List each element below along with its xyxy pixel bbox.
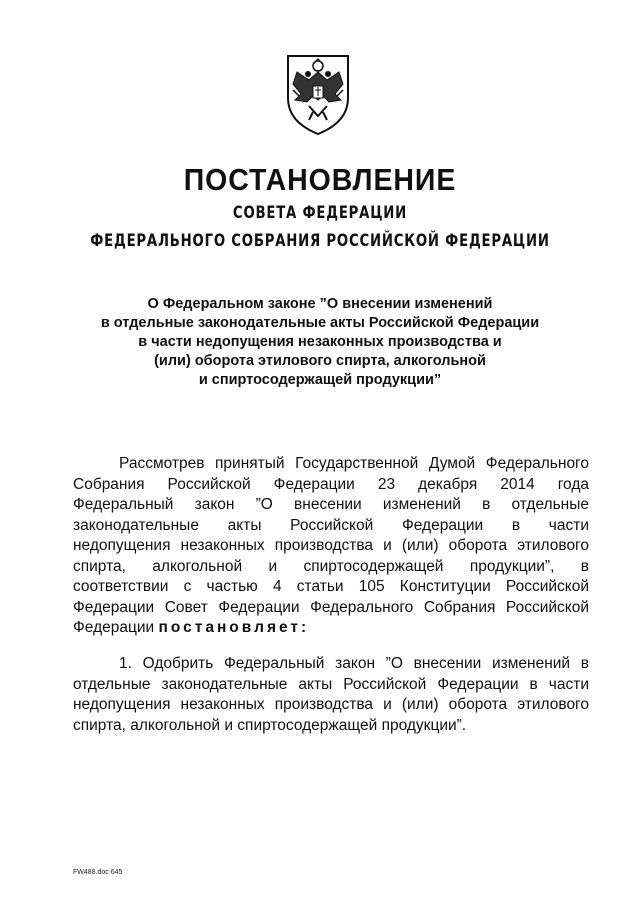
paragraph-line: недопущения незаконных производства и (или) оборота этилового: [73, 696, 589, 713]
paragraph-line: недопущения незаконных производства и (или) оборота этилового: [73, 537, 589, 554]
paragraph-line: спирта, алкогольной и спиртосодержащей продукции”, в: [73, 557, 589, 575]
subject-line: в части недопущения незаконных производства и: [138, 334, 502, 350]
paragraph-line: отдельные законодательные акты Российской Федерации в части: [73, 675, 589, 693]
paragraph-line: законодательные акты Российской Федерации в части: [73, 516, 589, 534]
paragraph-line: Рассмотрев принятый Государственной Думой Федерального: [119, 455, 589, 472]
issuing-body-line1: СОВЕТА ФЕДЕРАЦИИ: [232, 203, 408, 223]
issuing-body-line2: ФЕДЕРАЛЬНОГО СОБРАНИЯ РОССИЙСКОЙ ФЕДЕРАЦИИ: [90, 231, 550, 251]
preamble-paragraph: [73, 454, 589, 639]
document-subject: [60, 295, 580, 390]
paragraph-line: спирта, алкогольной и спиртосодержащей продукции”.: [73, 716, 467, 734]
paragraph-line: Федерации Совет Федерации Федерального Собрания Российской: [73, 598, 589, 616]
coat-of-arms-emblem-icon: [283, 50, 353, 136]
resolution-item-1: [73, 654, 589, 736]
paragraph-line: соответствии с частью 4 статьи 105 Конституции Российской: [73, 578, 589, 595]
paragraph-line: Федеральный закон ”О внесении изменений в отдельные: [73, 496, 589, 513]
subject-line: в отдельные законодательные акты Российской Федерации: [100, 315, 540, 331]
paragraph-line: 1. Одобрить Федеральный закон ”О внесении изменений в: [119, 655, 589, 672]
resolution-keyword: постановляет:: [158, 619, 310, 636]
paragraph-line: [73, 618, 589, 639]
subject-line: О Федеральном законе ”О внесении изменений: [147, 296, 493, 312]
paragraph-text: Федерации: [73, 619, 155, 636]
document-title: ПОСТАНОВЛЕНИЕ: [183, 162, 457, 197]
paragraph-line: Собрания Российской Федерации 23 декабря 2014 года: [73, 475, 589, 493]
subject-line: и спиртосодержащей продукции”: [198, 372, 442, 388]
footer-doc-code: FW488.doc 645: [73, 869, 123, 876]
subject-line: (или) оборота этилового спирта, алкогольной: [154, 353, 486, 369]
